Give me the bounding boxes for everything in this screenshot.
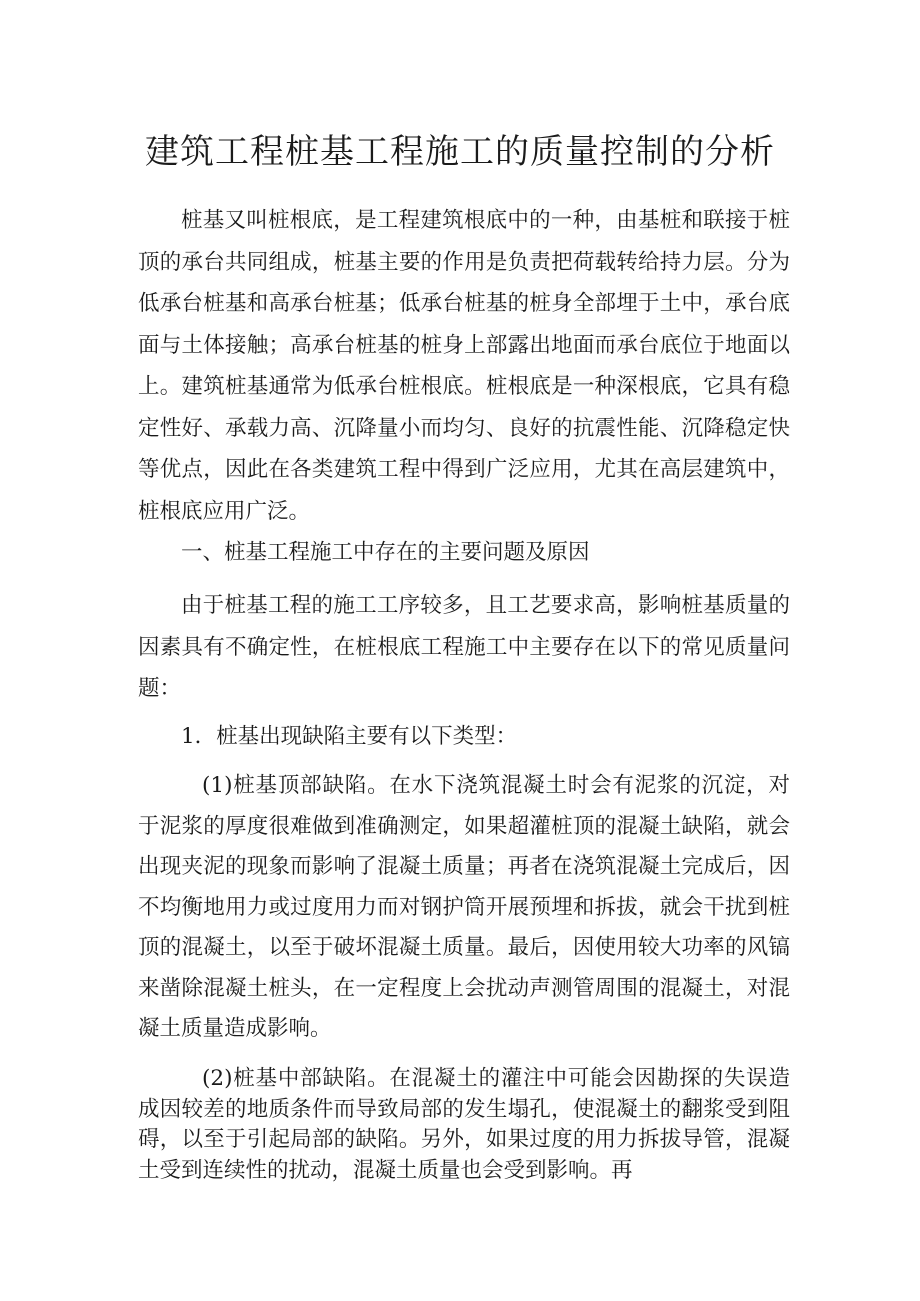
paragraph-quality-issues-intro: 由于桩基工程的施工工序较多，且工艺要求高，影响桩基质量的因素具有不确定性，在桩根底工程施工中主要存在以下的常见质量问题：: [138, 593, 790, 701]
paragraph-top-defect: (1)桩基顶部缺陷。在水下浇筑混凝土时会有泥浆的沉淀，对于泥浆的厚度很难做到准确测定，如果超灌桩顶的混凝土缺陷，就会出现夹泥的现象而影响了混凝土质量；再者在浇筑混凝土完成后，因不均衡地用力或过度用力而对钢护筒开展预埋和拆拔，就会干扰到桩顶的混凝土，以至于破坏混凝土质量。最后，因使用较大功率的风镐来凿除混凝土桩头，在一定程度上会扰动声测管周围的混凝土，对混凝土质量造成影响。: [138, 773, 790, 1041]
paragraph-middle-defect: (2)桩基中部缺陷。在混凝土的灌注中可能会因勘探的失误造成因较差的地质条件而导致局部的发生塌孔，使混凝土的翻浆受到阻碍，以至于引起局部的缺陷。另外，如果过度的用力拆拔导管，混凝土受到连续性的扰动，混凝土质量也会受到影响。再: [138, 1066, 790, 1183]
paragraph-pile-foundation-intro: 桩基又叫桩根底，是工程建筑根底中的一种，由基桩和联接于桩顶的承台共同组成，桩基主要的作用是负责把荷载转给持力层。分为低承台桩基和高承台桩基；低承台桩基的桩身全部埋于土中，承台底面与土体接触；高承台桩基的桩身上部露出地面而承台底位于地面以上。建筑桩基通常为低承台桩根底。桩根底是一种深根底，它具有稳定性好、承载力高、沉降量小而均匀、良好的抗震性能、沉降稳定快等优点，因此在各类建筑工程中得到广泛应用，尤其在高层建筑中，桩根底应用广泛。: [138, 208, 790, 524]
subheading-defect-types: 1．桩基出现缺陷主要有以下类型：: [181, 724, 518, 749]
document-title: 建筑工程桩基工程施工的质量控制的分析: [145, 132, 775, 172]
section-heading-main-problems: 一、桩基工程施工中存在的主要问题及原因: [181, 540, 590, 565]
